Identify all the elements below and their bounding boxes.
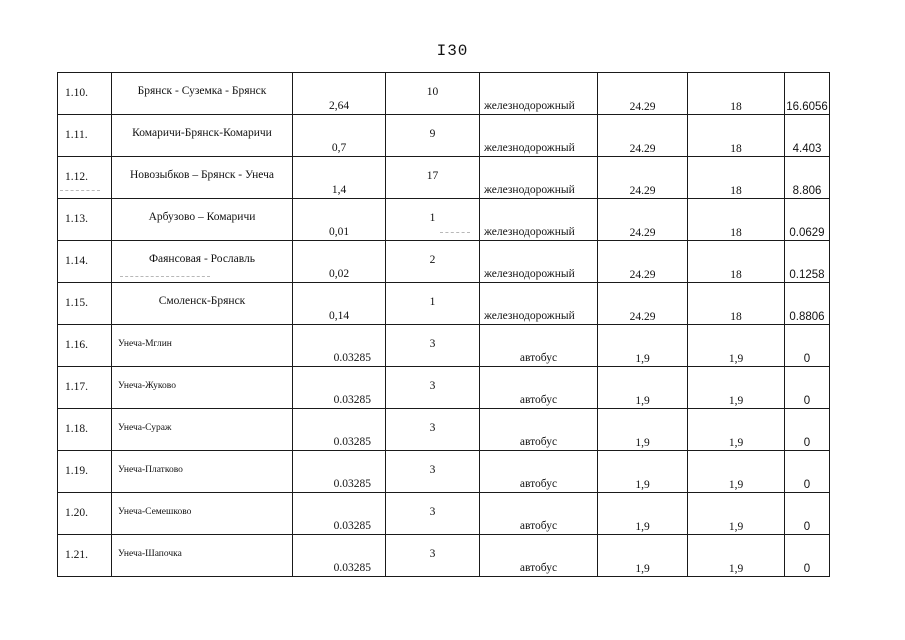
transport-type-cell (480, 241, 598, 283)
transport-type-cell (480, 367, 598, 409)
days-value: 18 (730, 227, 742, 239)
table-row (58, 115, 830, 157)
transport-type-cell (480, 451, 598, 493)
days-value-cell (688, 367, 785, 409)
trips-count: 3 (429, 506, 436, 518)
route-name: Унеча-Сураж (118, 423, 172, 433)
total-value-cell (785, 283, 830, 325)
distance-value: 0.03285 (333, 394, 371, 406)
trips-count: 3 (429, 548, 436, 560)
distance-value: 0.03285 (333, 436, 371, 448)
row-number-cell (58, 283, 112, 325)
route-name: Унеча-Платково (118, 465, 183, 475)
total-value: 0.1258 (789, 269, 825, 281)
days-value: 1,9 (728, 437, 744, 449)
row-number-cell (58, 451, 112, 493)
route-name-cell (112, 199, 293, 241)
route-name: Унеча-Жуково (118, 381, 176, 391)
route-name: Новозыбков – Брянск - Унеча (129, 169, 275, 181)
distance-value-cell (293, 157, 386, 199)
trips-count-cell (386, 283, 480, 325)
transport-type-cell (480, 115, 598, 157)
transport-type: автобус (519, 394, 558, 406)
trips-count-cell (386, 409, 480, 451)
distance-value-cell (293, 283, 386, 325)
table-row (58, 409, 830, 451)
trips-count-cell (386, 157, 480, 199)
days-value-cell (688, 493, 785, 535)
tariff-value: 1,9 (635, 395, 650, 407)
trips-count: 3 (429, 422, 436, 434)
days-value-cell (688, 409, 785, 451)
transport-type: железнодорожный (484, 142, 575, 154)
tariff-value-cell (598, 241, 688, 283)
trips-count-cell (386, 451, 480, 493)
distance-value: 0.03285 (333, 520, 371, 532)
days-value-cell (688, 199, 785, 241)
tariff-value-cell (598, 325, 688, 367)
distance-value-cell (293, 493, 386, 535)
row-number-cell (58, 199, 112, 241)
distance-value-cell (293, 409, 386, 451)
trips-count: 10 (426, 86, 439, 98)
total-value-cell (785, 535, 830, 577)
route-name-cell (112, 367, 293, 409)
row-number: 1.20. (65, 507, 88, 519)
route-name: Брянск - Суземка - Брянск (137, 85, 267, 97)
tariff-value-cell (598, 535, 688, 577)
trips-count: 1 (429, 212, 436, 224)
trips-count: 3 (429, 464, 436, 476)
row-number: 1.19. (65, 465, 88, 477)
distance-value-cell (293, 451, 386, 493)
days-value-cell (688, 325, 785, 367)
distance-value-cell (293, 325, 386, 367)
tariff-value-cell (598, 367, 688, 409)
days-value: 1,9 (728, 353, 744, 365)
row-number-cell (58, 241, 112, 283)
row-number: 1.17. (65, 381, 88, 393)
days-value: 18 (730, 185, 742, 197)
trips-count-cell (386, 241, 480, 283)
days-value: 18 (730, 269, 742, 281)
tariff-value-cell (598, 493, 688, 535)
trips-count-cell (386, 115, 480, 157)
row-number: 1.10. (65, 87, 88, 99)
transport-type: железнодорожный (484, 268, 575, 280)
total-value: 0 (803, 395, 811, 407)
table-row (58, 493, 830, 535)
trips-count: 3 (429, 338, 436, 350)
route-name: Смоленск-Брянск (158, 295, 246, 307)
days-value-cell (688, 241, 785, 283)
distance-value: 2,64 (328, 100, 350, 112)
trips-count-cell (386, 325, 480, 367)
days-value: 1,9 (728, 521, 744, 533)
distance-value: 0.03285 (333, 478, 371, 490)
days-value: 1,9 (728, 395, 744, 407)
total-value-cell (785, 325, 830, 367)
trips-count-cell (386, 493, 480, 535)
route-name: Унеча-Мглин (118, 339, 172, 349)
row-number: 1.21. (65, 549, 88, 561)
distance-value: 0,7 (331, 142, 347, 154)
row-number: 1.12. (65, 171, 88, 183)
tariff-value: 1,9 (635, 479, 650, 491)
trips-count-cell (386, 535, 480, 577)
tariff-value-cell (598, 115, 688, 157)
tariff-value: 24.29 (629, 227, 656, 239)
total-value-cell (785, 241, 830, 283)
days-value-cell (688, 115, 785, 157)
row-number: 1.11. (65, 129, 88, 141)
table-body (58, 73, 830, 577)
total-value-cell (785, 115, 830, 157)
total-value: 0 (803, 479, 811, 491)
row-number-cell (58, 493, 112, 535)
page-number: I30 (436, 42, 469, 60)
route-name-cell (112, 73, 293, 115)
transport-type-cell (480, 199, 598, 241)
transport-type-cell (480, 535, 598, 577)
trips-count: 1 (429, 296, 436, 308)
total-value: 0 (803, 353, 811, 365)
tariff-value: 24.29 (629, 143, 656, 155)
row-number-cell (58, 73, 112, 115)
table-row (58, 451, 830, 493)
tariff-value-cell (598, 199, 688, 241)
row-number: 1.15. (65, 297, 88, 309)
distance-value: 0.03285 (333, 352, 371, 364)
days-value-cell (688, 73, 785, 115)
total-value: 0 (803, 437, 811, 449)
distance-value: 0,01 (328, 226, 350, 238)
row-number-cell (58, 115, 112, 157)
total-value-cell (785, 409, 830, 451)
transport-type: железнодорожный (484, 226, 575, 238)
route-name-cell (112, 409, 293, 451)
total-value: 0.0629 (789, 227, 825, 239)
distance-value: 1,4 (331, 184, 347, 196)
total-value: 16.6056 (786, 101, 828, 113)
route-name: Унеча-Семешково (118, 507, 192, 517)
table-row (58, 199, 830, 241)
total-value-cell (785, 157, 830, 199)
transport-type: автобус (519, 520, 558, 532)
distance-value: 0,02 (328, 268, 350, 280)
row-number-cell (58, 157, 112, 199)
transport-type: автобус (519, 352, 558, 364)
trips-count: 2 (429, 254, 436, 266)
tariff-value: 24.29 (629, 185, 656, 197)
routes-table (57, 72, 830, 577)
distance-value-cell (293, 73, 386, 115)
distance-value-cell (293, 535, 386, 577)
table-row (58, 535, 830, 577)
tariff-value-cell (598, 283, 688, 325)
table-row (58, 157, 830, 199)
transport-type-cell (480, 283, 598, 325)
tariff-value-cell (598, 451, 688, 493)
row-number: 1.16. (65, 339, 88, 351)
route-name: Унеча-Шапочка (118, 549, 182, 559)
route-name-cell (112, 325, 293, 367)
distance-value: 0,14 (328, 310, 350, 322)
row-number: 1.14. (65, 255, 88, 267)
total-value: 0 (803, 563, 811, 575)
transport-type: железнодорожный (484, 310, 575, 322)
trips-count-cell (386, 367, 480, 409)
tariff-value: 24.29 (629, 311, 656, 323)
total-value-cell (785, 73, 830, 115)
table-row (58, 73, 830, 115)
transport-type-cell (480, 325, 598, 367)
row-number-cell (58, 409, 112, 451)
tariff-value-cell (598, 409, 688, 451)
days-value-cell (688, 157, 785, 199)
days-value: 18 (730, 311, 742, 323)
route-name-cell (112, 157, 293, 199)
route-name: Фаянсовая - Рославль (148, 253, 256, 265)
trips-count: 3 (429, 380, 436, 392)
transport-type: автобус (519, 436, 558, 448)
transport-type-cell (480, 493, 598, 535)
distance-value: 0.03285 (333, 562, 371, 574)
total-value: 0.8806 (789, 311, 825, 323)
table-row (58, 325, 830, 367)
row-number: 1.13. (65, 213, 88, 225)
tariff-value-cell (598, 73, 688, 115)
days-value: 18 (730, 143, 742, 155)
distance-value-cell (293, 367, 386, 409)
tariff-value: 24.29 (629, 101, 656, 113)
days-value-cell (688, 535, 785, 577)
total-value: 4.403 (792, 143, 822, 155)
row-number-cell (58, 367, 112, 409)
total-value-cell (785, 451, 830, 493)
route-name-cell (112, 451, 293, 493)
total-value-cell (785, 367, 830, 409)
row-number-cell (58, 325, 112, 367)
days-value-cell (688, 451, 785, 493)
tariff-value-cell (598, 157, 688, 199)
trips-count-cell (386, 199, 480, 241)
row-number-cell (58, 535, 112, 577)
transport-type: автобус (519, 562, 558, 574)
tariff-value: 1,9 (635, 563, 650, 575)
total-value: 0 (803, 521, 811, 533)
distance-value-cell (293, 241, 386, 283)
tariff-value: 1,9 (635, 353, 650, 365)
transport-type-cell (480, 73, 598, 115)
tariff-value: 1,9 (635, 437, 650, 449)
trips-count-cell (386, 73, 480, 115)
days-value: 1,9 (728, 479, 744, 491)
table-row (58, 283, 830, 325)
distance-value-cell (293, 115, 386, 157)
transport-type: железнодорожный (484, 184, 575, 196)
row-number: 1.18. (65, 423, 88, 435)
transport-type-cell (480, 157, 598, 199)
tariff-value: 1,9 (635, 521, 650, 533)
route-name-cell (112, 283, 293, 325)
days-value-cell (688, 283, 785, 325)
days-value: 1,9 (728, 563, 744, 575)
route-name-cell (112, 493, 293, 535)
distance-value-cell (293, 199, 386, 241)
tariff-value: 24.29 (629, 269, 656, 281)
transport-type-cell (480, 409, 598, 451)
total-value: 8.806 (792, 185, 822, 197)
days-value: 18 (730, 101, 742, 113)
trips-count: 9 (429, 128, 436, 140)
trips-count: 17 (426, 170, 439, 182)
table-row (58, 367, 830, 409)
total-value-cell (785, 493, 830, 535)
route-name-cell (112, 115, 293, 157)
route-name: Комаричи-Брянск-Комаричи (132, 127, 272, 139)
route-name: Арбузово – Комаричи (148, 211, 256, 223)
total-value-cell (785, 199, 830, 241)
transport-type: автобус (519, 478, 558, 490)
route-name-cell (112, 535, 293, 577)
transport-type: железнодорожный (484, 100, 575, 112)
